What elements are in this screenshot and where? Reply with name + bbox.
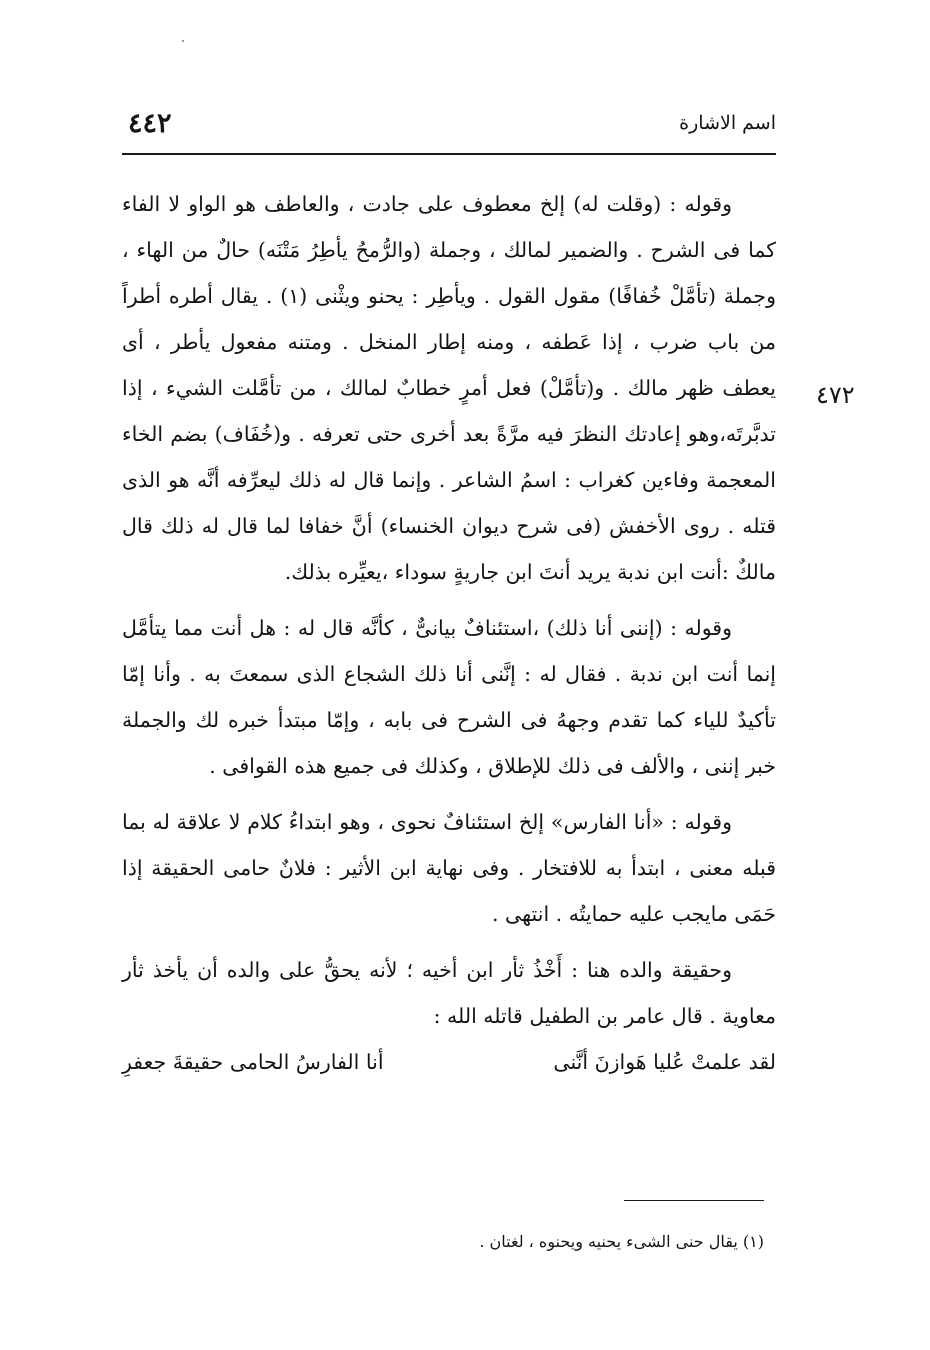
page-header (122, 108, 776, 148)
scan-speck (182, 40, 184, 42)
verse-first-hemistich: لقد علمتْ عُليا هَوازنَ أنَّنى (553, 1050, 776, 1074)
page-number: ٤٤٢ (128, 108, 172, 139)
header-divider (122, 153, 776, 155)
running-title: اسم الاشارة (679, 112, 776, 134)
footnote-divider (624, 1200, 764, 1201)
footnote: (١) يقال حنى الشىء يحنيه ويحنوه ، لغتان . (479, 1232, 764, 1251)
paragraph-1: وقوله : (وقلت له) إلخ معطوف على جادت ، والعاطف هو الواو لا الفاء كما فى الشرح . والضمير لمالك ، وجملة (والرُّمحُ يأطِرُ مَتْنَه) حالٌ من الهاء ، وجملة (تأمَّلْ خُفافًا) مقول القول . ويأطِر : يحنو ويثْنى (١) . يقال أطره أطراً من باب ضرب ، إذا عَطفه ، ومنه إطار المنخل . ومتنه مفعول يأطر ، أى يعطف ظهر مالك . و(تأمَّلْ) فعل أمرٍ خطابٌ لمالك ، من تأمَّلت الشيء ، إذا تدبَّرتَه،وهو إعادتك النظرَ فيه مرَّةً بعد أخرى حتى تعرفه . و(خُفَاف) بضم الخاء المعجمة وفاءين كغراب : اسمُ الشاعر . وإنما قال له ذلك ليعرِّفه أنَّه هو الذى قتله . روى الأخفش (فى شرح ديوان الخنساء) أنَّ خفافا لما قال له ذلك قال مالكٌ :أنت ابن ندبة يريد أنتَ ابن جاريةٍ سوداء ،يعيِّره بذلك. (122, 192, 776, 584)
main-text (122, 181, 776, 1085)
verse-second-hemistich: أنا الفارسُ الحامى حقيقةَ جعفرِ (122, 1050, 384, 1074)
poetry-verse (122, 1039, 776, 1085)
paragraph-4: وحقيقة والده هنا : أَخْذُ ثأر ابن أخيه ؛ لأنه يحقُّ على والده أن يأخذ ثأر معاوية . قال عامر بن الطفيل قاتله الله : (122, 958, 776, 1028)
margin-reference-number: ٤٧٢ (816, 381, 855, 409)
paragraph-3: وقوله : «أنا الفارس» إلخ استئنافٌ نحوى ، وهو ابتداءُ كلام لا علاقة له بما قبله معنى ، ابتدأ به للافتخار . وفى نهاية ابن الأثير : فلانٌ حامى الحقيقة إذا حَمَى مايجب عليه حمايتُه . انتهى . (122, 810, 776, 926)
paragraph-2: وقوله : (إننى أنا ذلك) ،استئنافٌ بيانىٌّ ، كأنَّه قال له : هل أنت مما يتأمَّل إنما أنت ابن ندبة . فقال له : إنَّنى أنا ذلك الشجاع الذى سمعتَ به . وأنا إمّا تأكيدٌ للياء كما تقدم وجههُ فى الشرح فى بابه ، وإمّا مبتدأ خبره لك والجملة خبر إننى ، والألف فى ذلك للإطلاق ، وكذلك فى جميع هذه القوافى . (122, 616, 776, 778)
